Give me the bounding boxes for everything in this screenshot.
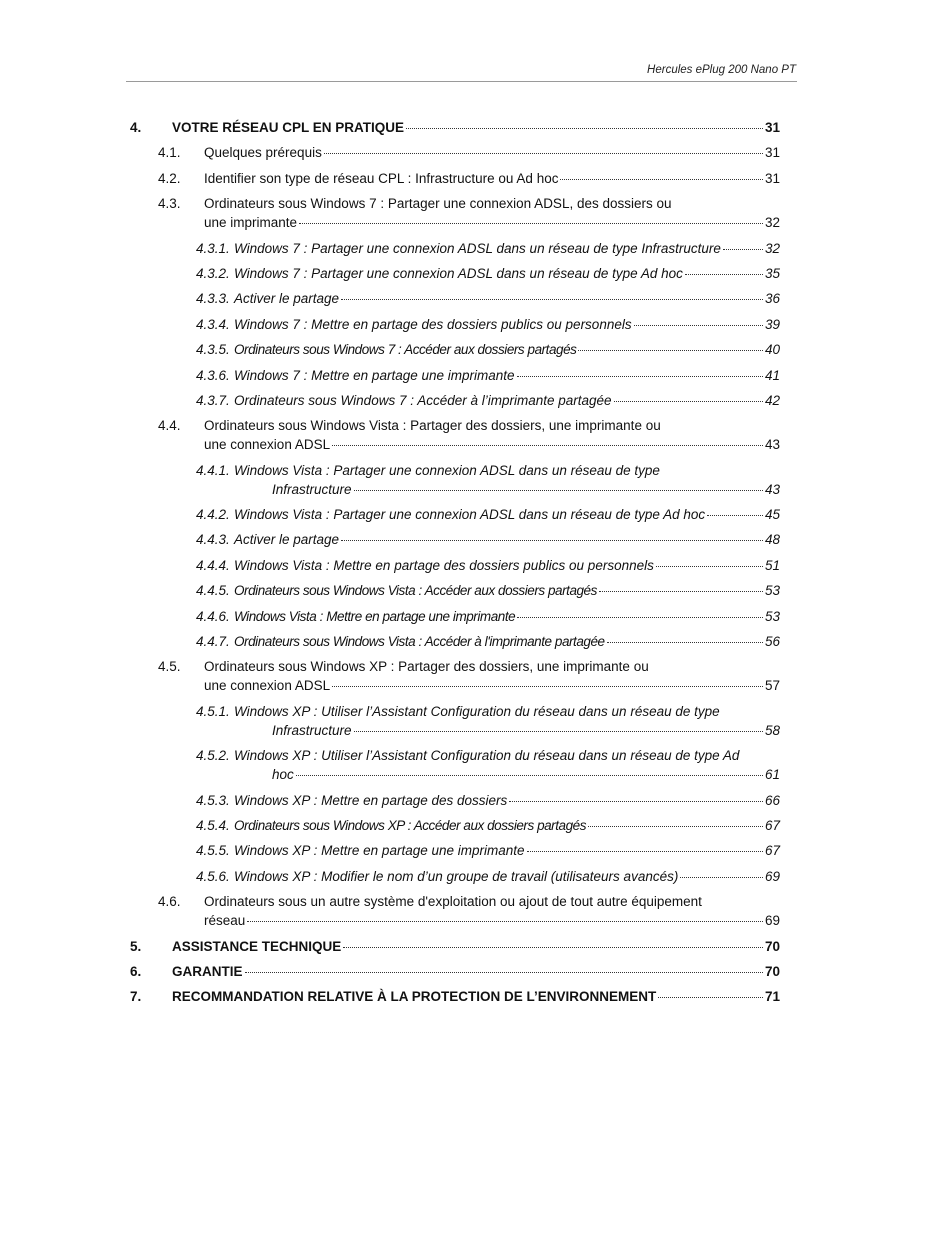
table-of-contents [130, 118, 780, 1013]
dot-leader [299, 223, 763, 224]
dot-leader [614, 401, 763, 402]
toc-entry-page: 67 [764, 843, 780, 859]
toc-entry-page: 53 [764, 583, 780, 599]
toc-entry-page: 41 [764, 367, 780, 383]
dot-leader [517, 617, 763, 618]
dot-leader [324, 153, 763, 154]
toc-entry[interactable] [130, 194, 780, 232]
toc-entry[interactable] [130, 632, 780, 651]
dot-leader [247, 921, 763, 922]
toc-entry-number: 4.3.2. [196, 265, 230, 281]
toc-entry-title: Windows XP : Mettre en partage des dossiers [234, 792, 508, 808]
toc-entry-number: 4.3.1. [196, 240, 230, 256]
toc-entry-page: 45 [764, 507, 780, 523]
toc-entry-title: Windows 7 : Partager une connexion ADSL dans un réseau de type Infrastructure [234, 240, 721, 256]
toc-entry-number: 4.3.4. [196, 316, 230, 332]
dot-leader [723, 249, 763, 250]
toc-entry-title: réseau [204, 913, 246, 929]
toc-entry-page: 67 [764, 817, 780, 833]
toc-entry-title: une imprimante [204, 215, 298, 231]
toc-entry-number: 4.4.1. [196, 462, 230, 478]
toc-entry-number: 4.5.1. [196, 703, 230, 719]
dot-leader [354, 490, 763, 491]
toc-entry[interactable] [130, 702, 780, 740]
toc-entry[interactable] [130, 169, 780, 188]
toc-entry-page: 31 [764, 170, 780, 186]
toc-entry-number: 4.4.3. [196, 532, 230, 548]
toc-entry-number: 4.5.3. [196, 792, 230, 808]
toc-entry-title: Ordinateurs sous Windows 7 : Accéder aux dossiers partagés [234, 342, 577, 358]
toc-entry-title: Windows XP : Mettre en partage une imprimante [234, 843, 525, 859]
toc-entry-number: 4.5. [158, 659, 181, 675]
toc-entry-page: 61 [764, 767, 780, 783]
dot-leader [343, 947, 763, 948]
toc-entry-page: 57 [764, 678, 780, 694]
toc-entry-title: Windows Vista : Mettre en partage une imprimante [234, 608, 516, 624]
toc-entry-number: 4.4.6. [196, 608, 230, 624]
toc-entry-page: 56 [764, 634, 780, 650]
toc-entry-title: Activer le partage [234, 291, 340, 307]
toc-entry-title: Windows 7 : Mettre en partage une imprimante [234, 367, 515, 383]
toc-entry-title-line1: Windows XP : Utiliser l’Assistant Configuration du réseau dans un réseau de type [234, 703, 720, 719]
toc-entry-number: 4.4.2. [196, 507, 230, 523]
dot-leader [509, 801, 763, 802]
toc-entry-number: 4. [130, 120, 142, 135]
toc-entry-number: 4.5.2. [196, 748, 230, 764]
toc-entry-page: 31 [764, 145, 780, 161]
toc-entry-number: 4.4.7. [196, 634, 230, 650]
toc-entry-number: 5. [130, 938, 142, 954]
toc-entry[interactable] [130, 816, 780, 835]
dot-leader [634, 325, 763, 326]
dot-leader [599, 591, 763, 592]
toc-entry-number: 4.3.5. [196, 342, 230, 358]
dot-leader [656, 566, 763, 567]
toc-entry-title: une connexion ADSL [204, 437, 331, 453]
toc-entry-page: 51 [764, 557, 780, 573]
dot-leader [560, 179, 763, 180]
toc-entry[interactable] [130, 416, 780, 454]
toc-entry-title-line1: Ordinateurs sous un autre système d'exploitation ou ajout de tout autre équipement [204, 894, 702, 910]
toc-entry[interactable] [130, 867, 780, 886]
toc-entry-page: 42 [764, 392, 780, 408]
toc-entry-number: 4.4.5. [196, 583, 230, 599]
toc-entry-number: 4.3.3. [196, 291, 230, 307]
toc-entry[interactable] [130, 143, 780, 162]
toc-entry-page: 58 [764, 722, 780, 738]
toc-entry-title-line1: Windows Vista : Partager une connexion ADSL dans un réseau de type [234, 462, 660, 478]
toc-entry[interactable] [130, 791, 780, 810]
toc-entry-page: 70 [764, 963, 780, 979]
toc-entry-title: Infrastructure [272, 481, 352, 497]
toc-entry-number: 4.3.7. [196, 392, 230, 408]
toc-entry-title-line1: Ordinateurs sous Windows Vista : Partager des dossiers, une imprimante ou [204, 418, 661, 434]
toc-entry-page: 39 [764, 316, 780, 332]
dot-leader [685, 274, 763, 275]
toc-entry-title: Windows XP : Modifier le nom d’un groupe de travail (utilisateurs avancés) [234, 868, 679, 884]
toc-entry[interactable] [130, 746, 780, 784]
toc-entry-title: GARANTIE [172, 963, 243, 979]
dot-leader [406, 128, 763, 129]
toc-entry-title: VOTRE RÉSEAU CPL EN PRATIQUE [172, 120, 405, 135]
dot-leader [245, 972, 763, 973]
toc-entry-title: Windows Vista : Partager une connexion ADSL dans un réseau de type Ad hoc [234, 507, 706, 523]
toc-entry[interactable] [130, 892, 780, 930]
dot-leader [332, 686, 763, 687]
dot-leader [578, 350, 763, 351]
toc-entry[interactable] [130, 657, 780, 695]
toc-entry-title: Ordinateurs sous Windows 7 : Accéder à l’imprimante partagée [234, 392, 612, 408]
dot-leader [296, 775, 763, 776]
toc-entry-page: 32 [764, 240, 780, 256]
toc-entry[interactable] [130, 530, 780, 549]
toc-entry[interactable] [130, 581, 780, 600]
toc-entry-title: RECOMMANDATION RELATIVE À LA PROTECTION DE L’ENVIRONNEMENT [172, 989, 657, 1005]
toc-entry[interactable] [130, 366, 780, 385]
dot-leader [707, 515, 763, 516]
toc-entry-title-line1: Ordinateurs sous Windows XP : Partager des dossiers, une imprimante ou [204, 659, 649, 675]
dot-leader [517, 376, 763, 377]
toc-entry[interactable] [130, 118, 780, 137]
toc-entry-number: 4.6. [158, 894, 181, 910]
toc-entry-title: Windows 7 : Partager une connexion ADSL dans un réseau de type Ad hoc [234, 265, 683, 281]
toc-entry-title: Windows 7 : Mettre en partage des dossiers publics ou personnels [234, 316, 632, 332]
toc-entry-number: 4.2. [158, 170, 181, 186]
toc-entry-title: une connexion ADSL [204, 678, 331, 694]
toc-entry-title: Activer le partage [234, 532, 340, 548]
toc-entry-title: ASSISTANCE TECHNIQUE [172, 938, 342, 954]
toc-entry[interactable] [130, 607, 780, 626]
toc-entry[interactable] [130, 556, 780, 575]
dot-leader [341, 299, 763, 300]
toc-entry-page: 69 [764, 868, 780, 884]
toc-entry-page: 35 [764, 265, 780, 281]
toc-entry-number: 4.5.4. [196, 817, 230, 833]
toc-entry-page: 71 [764, 989, 780, 1005]
dot-leader [680, 877, 763, 878]
dot-leader [527, 851, 763, 852]
toc-entry-title: hoc [272, 767, 294, 783]
toc-entry[interactable] [130, 239, 780, 258]
toc-entry-number: 4.3.6. [196, 367, 230, 383]
toc-entry[interactable] [130, 461, 780, 499]
toc-entry-page: 31 [764, 120, 780, 135]
toc-entry-number: 4.5.5. [196, 843, 230, 859]
toc-entry-number: 4.1. [158, 145, 181, 161]
toc-entry-number: 4.4.4. [196, 557, 230, 573]
toc-entry[interactable] [130, 289, 780, 308]
toc-entry-page: 48 [764, 532, 780, 548]
toc-entry-title: Windows Vista : Mettre en partage des dossiers publics ou personnels [234, 557, 654, 573]
toc-entry-title: Ordinateurs sous Windows XP : Accéder aux dossiers partagés [234, 817, 587, 833]
toc-entry[interactable] [130, 391, 780, 410]
toc-entry-number: 6. [130, 963, 142, 979]
toc-entry-page: 36 [764, 291, 780, 307]
toc-entry-number: 4.5.6. [196, 868, 230, 884]
dot-leader [588, 826, 763, 827]
dot-leader [354, 731, 763, 732]
running-header: Hercules ePlug 200 Nano PT [647, 64, 796, 76]
dot-leader [332, 445, 763, 446]
toc-entry-title: Ordinateurs sous Windows Vista : Accéder aux dossiers partagés [234, 583, 597, 599]
toc-entry[interactable] [130, 841, 780, 860]
toc-entry-number: 4.4. [158, 418, 181, 434]
toc-entry[interactable] [130, 340, 780, 359]
toc-entry[interactable] [130, 962, 780, 981]
toc-entry[interactable] [130, 987, 780, 1006]
toc-entry-page: 43 [764, 481, 780, 497]
toc-entry-title: Identifier son type de réseau CPL : Infrastructure ou Ad hoc [204, 170, 559, 186]
toc-entry[interactable] [130, 264, 780, 283]
toc-entry-title: Infrastructure [272, 722, 352, 738]
toc-entry-title-line1: Windows XP : Utiliser l’Assistant Configuration du réseau dans un réseau de type Ad [234, 748, 740, 764]
toc-entry-title: Quelques prérequis [204, 145, 322, 161]
toc-entry-number: 4.3. [158, 196, 181, 212]
toc-entry-title-line1: Ordinateurs sous Windows 7 : Partager une connexion ADSL, des dossiers ou [204, 196, 672, 212]
toc-entry-title: Ordinateurs sous Windows Vista : Accéder à l'imprimante partagée [234, 634, 605, 650]
toc-entry[interactable] [130, 315, 780, 334]
toc-entry[interactable] [130, 505, 780, 524]
dot-leader [341, 540, 763, 541]
dot-leader [658, 997, 763, 998]
toc-entry-page: 40 [764, 342, 780, 358]
toc-entry-page: 32 [764, 215, 780, 231]
header-rule [126, 81, 797, 82]
toc-entry-page: 69 [764, 913, 780, 929]
toc-entry-number: 7. [130, 989, 142, 1005]
toc-entry-page: 43 [764, 437, 780, 453]
toc-entry-page: 70 [764, 938, 780, 954]
toc-entry-page: 66 [764, 792, 780, 808]
toc-entry[interactable] [130, 937, 780, 956]
toc-entry-page: 53 [764, 608, 780, 624]
dot-leader [607, 642, 763, 643]
